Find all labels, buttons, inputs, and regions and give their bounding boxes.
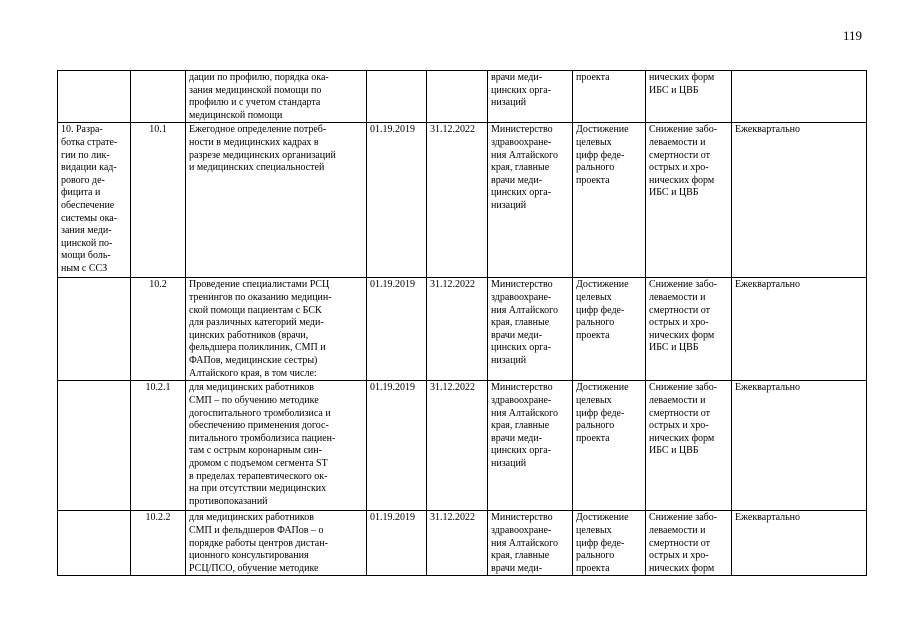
number-cell: 10.2.1 [131, 381, 186, 511]
text-line: проекта [576, 432, 610, 444]
text-line: мощи боль- [61, 250, 111, 262]
period-cell: Ежеквартально [732, 381, 867, 511]
indicator-cell [646, 381, 732, 511]
end-date-cell [427, 71, 488, 123]
table-row [58, 123, 867, 278]
indicator-cell [646, 278, 732, 381]
text-line: СМП и фельдшеров ФАПов – о [189, 524, 324, 536]
text-line: Достижение [576, 382, 629, 394]
table-row [58, 381, 867, 511]
text-line: целевых [576, 394, 612, 406]
text-line: края, главные [491, 550, 550, 562]
text-line: профилю и с учетом стандарта [189, 97, 321, 109]
text-line: зания меди- [61, 225, 112, 237]
text-line: острых и хро- [649, 162, 709, 174]
table-row [58, 71, 867, 123]
event-cell [186, 123, 367, 278]
text-line: проекта [576, 174, 610, 186]
text-line: целевых [576, 524, 612, 536]
text-line: ности в медицинских кадрах в [189, 136, 319, 148]
text-line: фицита и [61, 187, 101, 199]
text-line: смертности от [649, 537, 710, 549]
text-line: проекта [576, 562, 610, 574]
text-line: нических форм [649, 72, 715, 83]
responsible-cell [488, 381, 573, 511]
end-date-cell: 31.12.2022 [427, 381, 488, 511]
result-cell [573, 71, 646, 123]
text-line: цифр феде- [576, 149, 625, 161]
text-line: острых и хро- [649, 550, 709, 562]
text-line: Снижение забо- [649, 382, 718, 394]
text-line: Министерство [491, 124, 553, 136]
text-line: цинских орга- [491, 342, 552, 354]
text-line: 10. Разра- [61, 124, 103, 136]
responsible-cell [488, 511, 573, 576]
text-line: дромом с подъемом сегмента ST [189, 457, 328, 469]
start-date-cell [367, 71, 427, 123]
text-line: питального тромболизиса пациен- [189, 432, 336, 444]
text-line: острых и хро- [649, 420, 709, 432]
event-cell [186, 278, 367, 381]
text-line: здравоохране- [491, 524, 552, 536]
text-line: низаций [491, 457, 527, 469]
text-line: леваемости и [649, 136, 706, 148]
start-date-cell: 01.19.2019 [367, 381, 427, 511]
event-cell [186, 511, 367, 576]
text-line: цинской по- [61, 237, 113, 249]
text-line: низаций [491, 97, 527, 109]
text-line: рального [576, 550, 615, 562]
text-line: ботка страте- [61, 136, 118, 148]
task-cell [58, 71, 131, 123]
text-line: смертности от [649, 149, 710, 161]
text-line: обеспечение [61, 199, 115, 211]
text-line: края, главные [491, 317, 550, 329]
text-line: там с острым коронарным син- [189, 445, 322, 457]
text-line: врачи меди- [491, 72, 543, 83]
event-cell [186, 71, 367, 123]
text-line: целевых [576, 291, 612, 303]
text-line: рального [576, 420, 615, 432]
responsible-cell [488, 278, 573, 381]
text-line: Министерство [491, 512, 553, 524]
text-line: РСЦ/ПСО, обучение методике [189, 562, 319, 574]
task-cell [58, 511, 131, 576]
text-line: цифр феде- [576, 537, 625, 549]
indicator-cell [646, 511, 732, 576]
text-line: здравоохране- [491, 394, 552, 406]
text-line: нических форм [649, 562, 715, 574]
text-line: Министерство [491, 382, 553, 394]
text-line: цинских орга- [491, 84, 552, 96]
text-line: фельдшера поликлиник, СМП и [189, 342, 326, 354]
text-line: цинских орга- [491, 187, 552, 199]
indicator-cell [646, 71, 732, 123]
text-line: ИБС и ЦВБ [649, 342, 699, 354]
text-line: ционного консультирования [189, 550, 309, 562]
text-line: видации кад- [61, 162, 117, 174]
text-line: цинских орга- [491, 445, 552, 457]
page-number: 119 [843, 28, 863, 43]
end-date-cell: 31.12.2022 [427, 123, 488, 278]
text-line: врачи меди- [491, 174, 543, 186]
text-line: ным с ССЗ [61, 262, 108, 274]
text-line: медицинской помощи [189, 109, 283, 121]
start-date-cell: 01.19.2019 [367, 123, 427, 278]
text-line: ИБС и ЦВБ [649, 445, 699, 457]
text-line: и медицинских специальностей [189, 162, 325, 174]
period-cell [732, 71, 867, 123]
text-line: для медицинских работников [189, 382, 314, 394]
action-plan-table [57, 70, 867, 576]
text-line: для медицинских работников [189, 512, 314, 524]
text-line: рового де- [61, 174, 105, 186]
text-line: Алтайского края, в том числе: [189, 367, 317, 379]
text-line: Достижение [576, 279, 629, 291]
text-line: ния Алтайского [491, 537, 558, 549]
task-cell [58, 278, 131, 381]
number-cell [131, 71, 186, 123]
text-line: здравоохране- [491, 291, 552, 303]
text-line: цинских работников (врачи, [189, 329, 309, 341]
text-line: смертности от [649, 407, 710, 419]
indicator-cell [646, 123, 732, 278]
text-line: ФАПов, медицинские сестры) [189, 354, 318, 366]
text-line: леваемости и [649, 291, 706, 303]
text-line: нических форм [649, 329, 715, 341]
text-line: целевых [576, 136, 612, 148]
text-line: цифр феде- [576, 304, 625, 316]
end-date-cell: 31.12.2022 [427, 278, 488, 381]
task-cell [58, 123, 131, 278]
text-line: зания медицинской помощи по [189, 84, 322, 96]
text-line: врачи меди- [491, 329, 543, 341]
text-line: Снижение забо- [649, 124, 718, 136]
text-line: рального [576, 162, 615, 174]
task-cell [58, 381, 131, 511]
table-row [58, 278, 867, 381]
text-line: ния Алтайского [491, 304, 558, 316]
period-cell: Ежеквартально [732, 278, 867, 381]
text-line: леваемости и [649, 524, 706, 536]
text-line: проекта [576, 329, 610, 341]
text-line: нических форм [649, 432, 715, 444]
text-line: Снижение забо- [649, 512, 718, 524]
text-line: СМП – по обучению методике [189, 394, 319, 406]
text-line: Ежегодное определение потреб- [189, 124, 327, 136]
text-line: врачи меди- [491, 562, 543, 574]
table-row [58, 511, 867, 576]
period-cell: Ежеквартально [732, 123, 867, 278]
number-cell: 10.1 [131, 123, 186, 278]
text-line: низаций [491, 199, 527, 211]
text-line: ской помощи пациентам с БСК [189, 304, 322, 316]
result-cell [573, 123, 646, 278]
text-line: ния Алтайского [491, 407, 558, 419]
text-line: острых и хро- [649, 317, 709, 329]
text-line: смертности от [649, 304, 710, 316]
period-cell: Ежеквартально [732, 511, 867, 576]
number-cell: 10.2.2 [131, 511, 186, 576]
start-date-cell: 01.19.2019 [367, 511, 427, 576]
text-line: гии по лик- [61, 149, 110, 161]
text-line: нических форм [649, 174, 715, 186]
end-date-cell: 31.12.2022 [427, 511, 488, 576]
text-line: Достижение [576, 512, 629, 524]
responsible-cell [488, 123, 573, 278]
text-line: Достижение [576, 124, 629, 136]
text-line: проекта [576, 72, 610, 83]
text-line: ИБС и ЦВБ [649, 84, 699, 96]
event-cell [186, 381, 367, 511]
result-cell [573, 511, 646, 576]
result-cell [573, 381, 646, 511]
number-cell: 10.2 [131, 278, 186, 381]
text-line: системы ока- [61, 212, 118, 224]
text-line: врачи меди- [491, 432, 543, 444]
text-line: обеспечению применения догос- [189, 420, 329, 432]
start-date-cell: 01.19.2019 [367, 278, 427, 381]
text-line: края, главные [491, 162, 550, 174]
text-line: ния Алтайского [491, 149, 558, 161]
text-line: ИБС и ЦВБ [649, 187, 699, 199]
text-line: края, главные [491, 420, 550, 432]
result-cell [573, 278, 646, 381]
text-line: низаций [491, 354, 527, 366]
text-line: разрезе медицинских организаций [189, 149, 336, 161]
text-line: Проведение специалистами РСЦ [189, 279, 330, 291]
text-line: рального [576, 317, 615, 329]
text-line: Снижение забо- [649, 279, 718, 291]
text-line: дации по профилю, порядка ока- [189, 72, 329, 83]
text-line: для различных категорий меди- [189, 317, 324, 329]
text-line: леваемости и [649, 394, 706, 406]
text-line: на при отсутствии медицинских [189, 483, 327, 495]
text-line: цифр феде- [576, 407, 625, 419]
text-line: противопоказаний [189, 495, 268, 507]
text-line: здравоохране- [491, 136, 552, 148]
text-line: порядке работы центров дистан- [189, 537, 328, 549]
text-line: в пределах терапевтического ок- [189, 470, 328, 482]
responsible-cell [488, 71, 573, 123]
text-line: догоспитального тромболизиса и [189, 407, 331, 419]
text-line: Министерство [491, 279, 553, 291]
text-line: тренингов по оказанию медицин- [189, 291, 332, 303]
